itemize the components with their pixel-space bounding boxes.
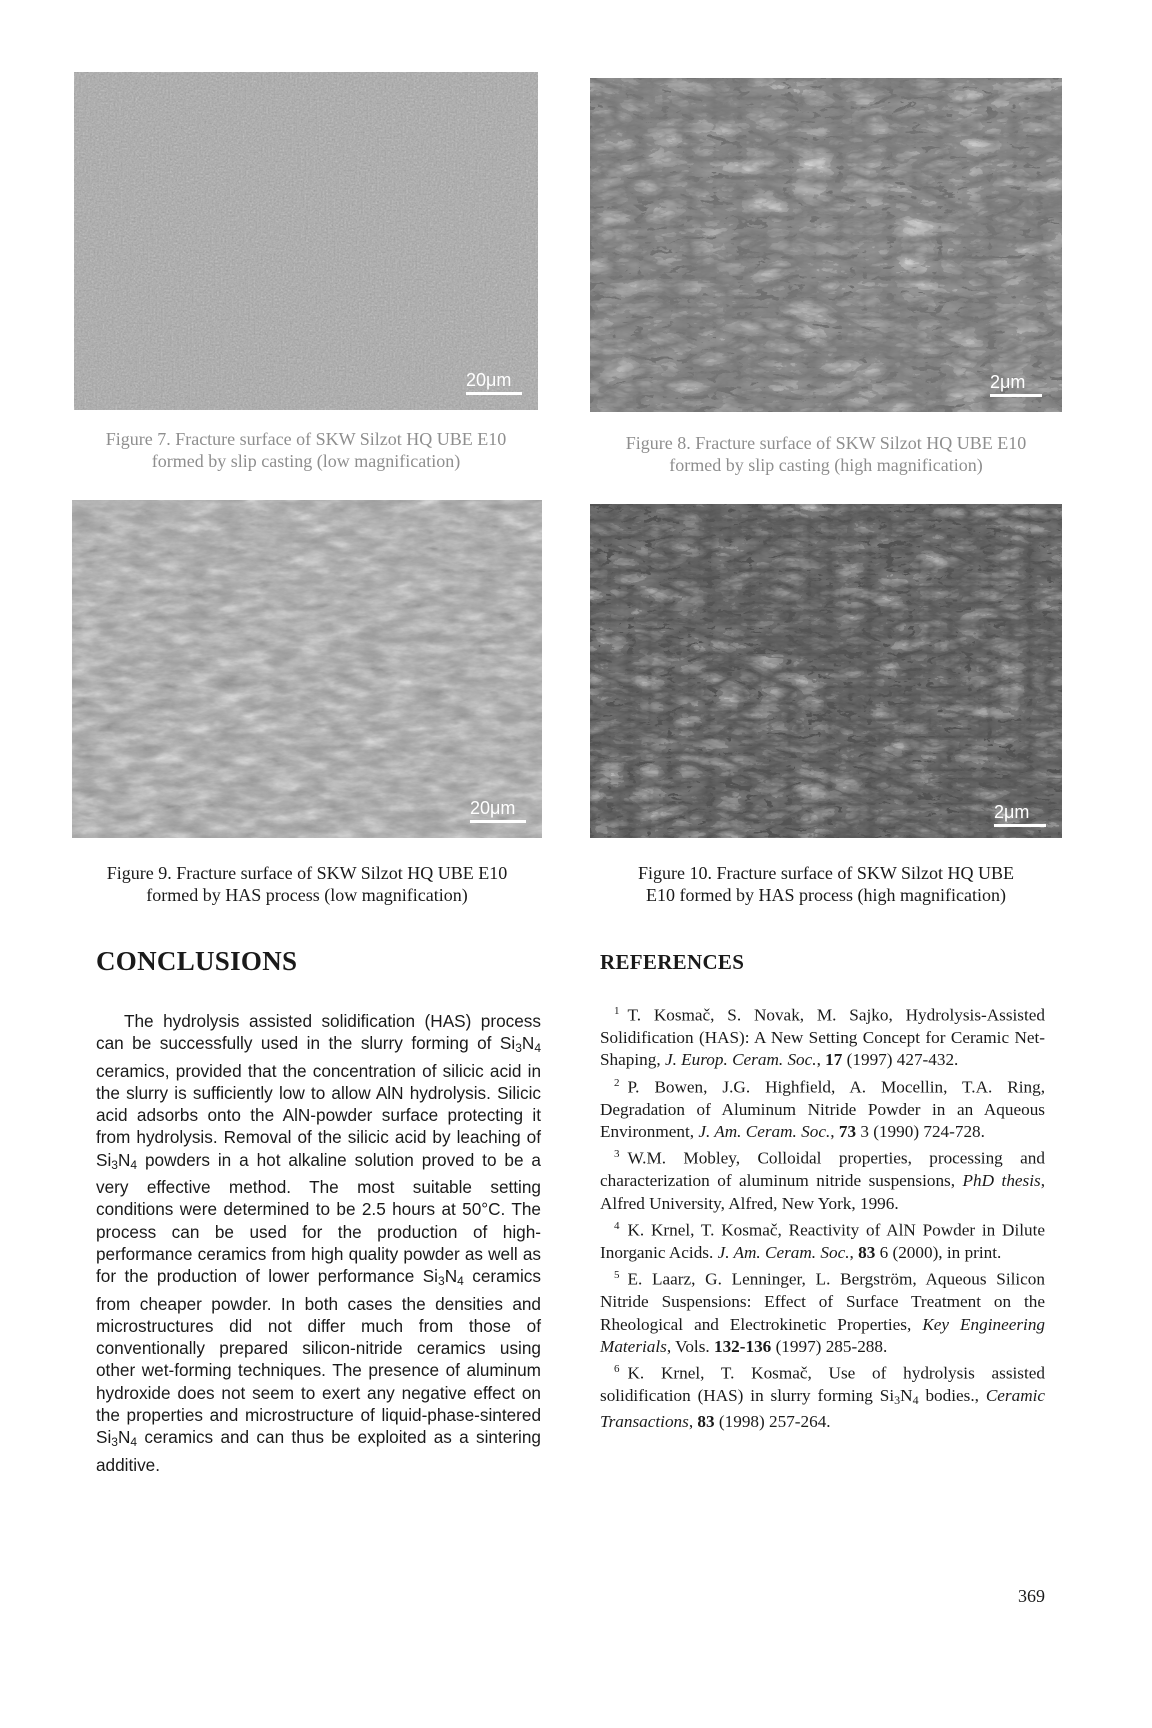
figure-10-caption: Figure 10. Fracture surface of SKW Silzot HQ UBE E10 formed by HAS process (high magnification) — [637, 863, 1015, 905]
reference-3: $^3$ W.M. Mobley, Colloidal properties, processing and characterization of aluminum nitride suspensions, PhD thesis, Alfred University, Alfred, New York, 1996. — [600, 1148, 1045, 1213]
reference-6: $^6$ K. Krnel, T. Kosmač, Use of hydrolysis assisted solidification (HAS) in slurry forming $Si_3N_4$ bodies., Ceramic Transactions, 83 (1998) 257-264. — [600, 1363, 1046, 1432]
figure-8-micrograph — [590, 78, 1062, 412]
figure-10-micrograph — [590, 504, 1062, 838]
conclusions-paragraph: The hydrolysis assisted solidification (HAS) process can be successfully used in the slurry forming of $Si_3N_4$ ceramics, provided that the concentration of silicic acid in the slurry is sufficiently low to allow AlN hydrolysis. Silicic acid adsorbs onto the AlN-powder surface protecting it from hydrolysis. Removal of the silicic acid by leaching of $Si_3N_4$ powders in a hot alkaline solution proved to be a very effective method. The most suitable setting conditions were determined to be 2.5 hours at 50°C. The process can be used for the production of high-performance ceramics from high quality powder as well as for the production of lower performance $Si_3N_4$ ceramics from cheaper powder. In both cases the densities and microstructures did not differ much from those of conventionally prepared silicon-nitride ceramics using other wet-forming techniques. The presence of aluminum hydroxide does not seem to exert any negative effect on the properties and microstructure of liquid-phase-sintered $Si_3N_4$ ceramics and can thus be exploited as a sintering additive. — [96, 1011, 541, 1475]
figure-8-caption: Figure 8. Fracture surface of SKW Silzot HQ UBE E10 formed by slip casting (high magnification) — [625, 433, 1027, 475]
figure-8-scale-label: 2μm — [990, 372, 1026, 392]
conclusions-heading: CONCLUSIONS — [96, 946, 298, 976]
figure-10-scale-label: 2μm — [994, 802, 1030, 822]
figure-7-micrograph — [74, 72, 538, 410]
reference-5: $^5$ E. Laarz, G. Lenninger, L. Bergström, Aqueous Silicon Nitride Suspensions: Effect of Surface Treatment on the Rheological and Electrokinetic Properties, Key Engineering Materials, Vols. 132-136 (1997) 285-288. — [600, 1269, 1046, 1356]
figure-7-scale-label: 20μm — [466, 370, 512, 390]
reference-2: $^2$ P. Bowen, J.G. Highfield, A. Mocellin, T.A. Ring, Degradation of Aluminum Nitride Powder in an Aqueous Environment, J. Am. Ceram. Soc., 73 3 (1990) 724-728. — [600, 1076, 1045, 1141]
page-number: 369 — [1018, 1586, 1045, 1606]
reference-4: $^4$ K. Krnel, T. Kosmač, Reactivity of AlN Powder in Dilute Inorganic Acids. J. Am. Ceram. Soc., 83 6 (2000), in print. — [600, 1219, 1045, 1262]
figure-9-caption: Figure 9. Fracture surface of SKW Silzot HQ UBE E10 formed by HAS process (low magnification) — [106, 863, 508, 905]
references-list — [600, 1000, 1045, 1434]
figure-7-scale-bar — [466, 370, 522, 395]
reference-1: $^1$ T. Kosmač, S. Novak, M. Sajko, Hydrolysis-Assisted Solidification (HAS): A New Setting Concept for Ceramic Net-Shaping, J. Europ. Ceram. Soc., 17 (1997) 427-432. — [600, 1005, 1045, 1070]
figure-9-scale-bar — [470, 798, 526, 823]
figure-8-scale-bar — [990, 372, 1042, 397]
figure-7-caption: Figure 7. Fracture surface of SKW Silzot HQ UBE E10 formed by slip casting (low magnification) — [105, 429, 507, 471]
references-heading: REFERENCES — [600, 950, 745, 974]
figure-10-scale-bar — [994, 802, 1046, 827]
figure-9-scale-label: 20μm — [470, 798, 516, 818]
figure-9-micrograph — [72, 500, 542, 838]
